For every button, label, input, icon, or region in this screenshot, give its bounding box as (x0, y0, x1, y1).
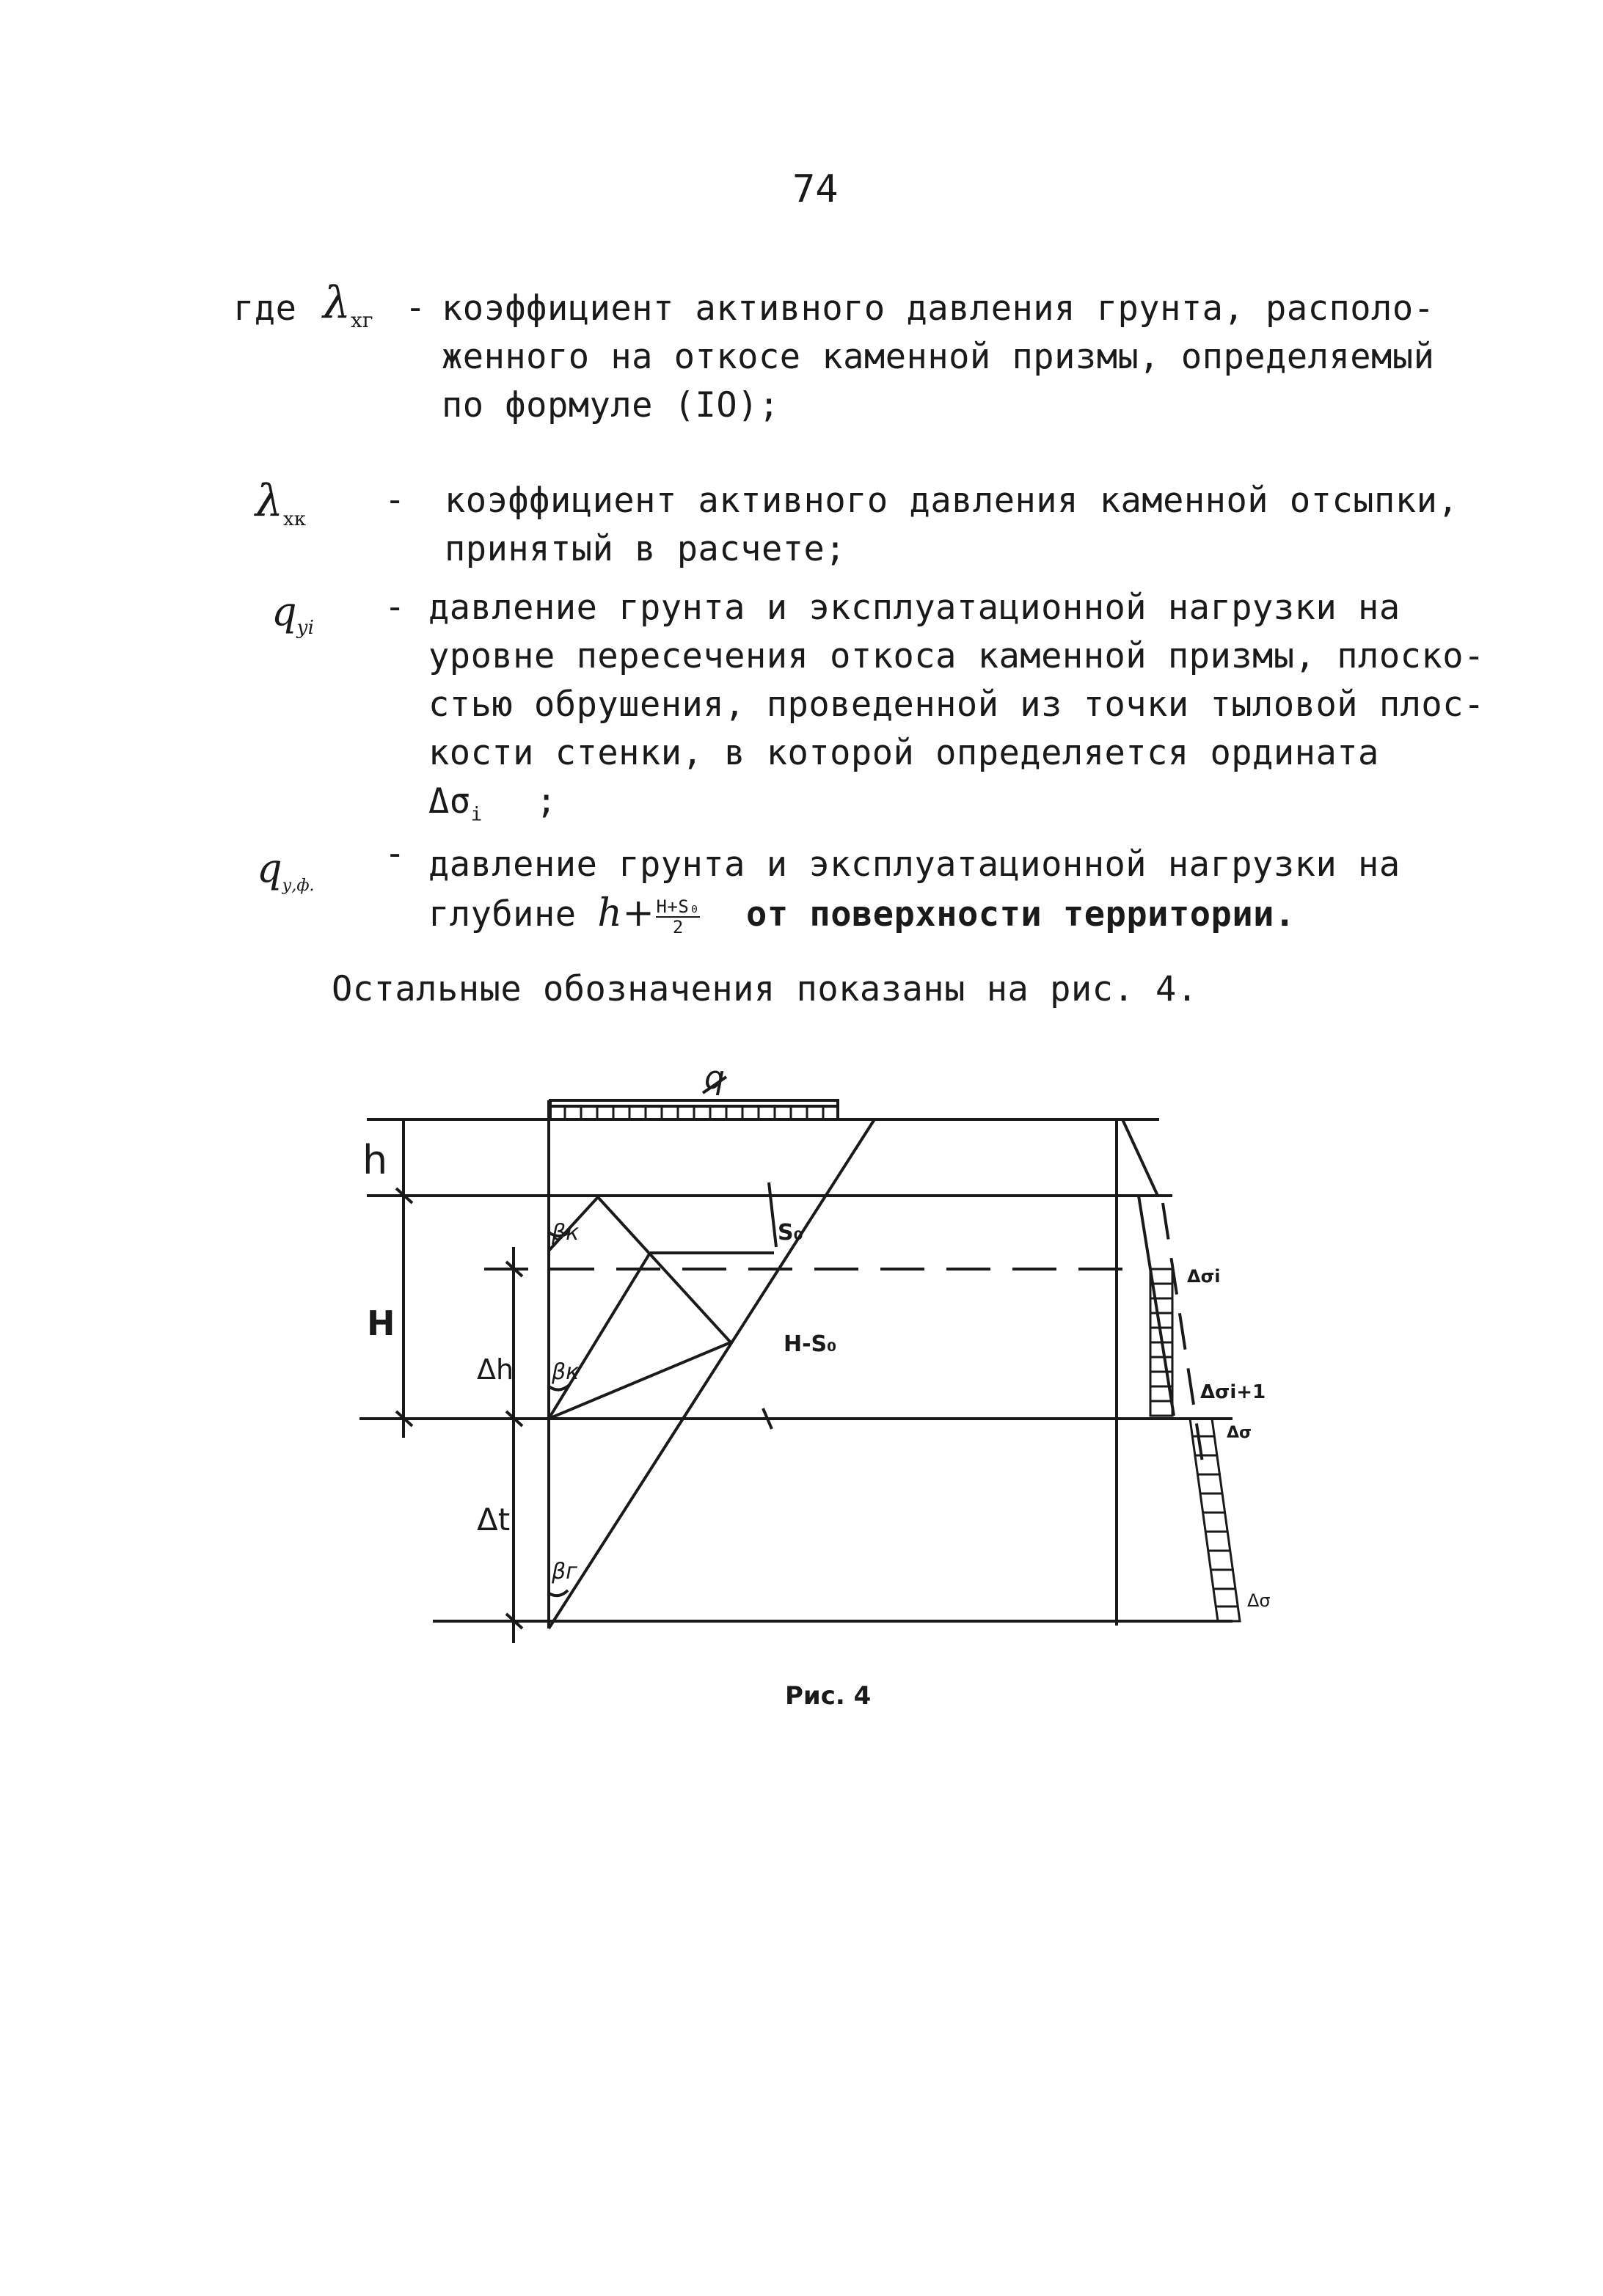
label-delta-sigma-i1: Δσi+1 (1200, 1381, 1266, 1403)
definition-3-line: $\Delta\sigma_i$ ; (428, 781, 558, 826)
figure-caption: Рис. 4 (785, 1681, 872, 1711)
label-s0: S₀ (778, 1220, 803, 1246)
label-dh: Δh (477, 1353, 514, 1386)
formula-h: h+ (597, 891, 655, 935)
label-dt: Δt (477, 1502, 511, 1538)
s0-tick (769, 1182, 776, 1247)
label-beta-k-2: βк (552, 1359, 580, 1385)
label-h-minus-s0: H-S₀ (784, 1331, 837, 1357)
definition-1-line: женного на откосе каменной призмы, определяемый (442, 337, 1435, 377)
intro-word: где (233, 288, 297, 329)
definition-4-line-formula: глубине h+ $\frac{\text{H+S₀}}{2}$ от поверхности территории. (428, 891, 1296, 937)
definition-dash-3: - (384, 587, 406, 627)
definition-symbol-4: $q_{у,ф.}$ (257, 845, 315, 895)
definition-symbol-1: $\lambda_{хг}$ (323, 277, 373, 332)
dashed-slope-line (1163, 1203, 1203, 1467)
definition-2-line: коэффициент активного давления каменной отсыпки, (445, 480, 1459, 521)
label-h: h (362, 1137, 388, 1183)
definition-3-line: давление грунта и эксплуатационной нагрузки на (428, 588, 1401, 628)
page-number: 74 (792, 167, 839, 211)
delta-sigma-symbol: Δσ (428, 781, 471, 822)
label-H: H (367, 1304, 395, 1343)
definition-4-line: давление грунта и эксплуатационной нагрузки на (428, 844, 1401, 885)
label-beta-k-1: βк (552, 1220, 580, 1246)
definition-dash-4: - (384, 833, 406, 874)
right-slope-top (1122, 1119, 1158, 1196)
definition-3-line: стью обрушения, проведенной из точки тыловой плос- (428, 684, 1485, 725)
label-delta-sigma-a: Δσ (1227, 1424, 1252, 1442)
formula-fraction: $\frac{\text{H+S₀}}{2}$ (656, 896, 701, 937)
note-text: Остальные обозначения показаны на рис. 4. (332, 969, 1198, 1009)
angle-arc-br (549, 1590, 568, 1595)
label-delta-sigma-i: Δσi (1187, 1266, 1221, 1287)
definition-symbol-2: $\lambda_{хк}$ (255, 475, 306, 530)
definition-1-line: коэффициент активного давления грунта, располо- (442, 288, 1435, 329)
load-hatch (565, 1106, 823, 1119)
pressure-diagram-left (1139, 1196, 1174, 1416)
definition-1-line: по формуле (IO); (442, 385, 780, 425)
label-q: q (704, 1059, 725, 1097)
label-beta-g: βг (552, 1559, 577, 1584)
prism-inner-line (549, 1253, 650, 1419)
pressure-hatching-lower (1190, 1419, 1240, 1621)
definition-dash-2: - (384, 480, 406, 520)
definition-3-line: кости стенки, в которой определяется ордината (428, 733, 1379, 773)
definition-symbol-3: $q_{уi}$ (271, 588, 314, 639)
definition-2-line: принятый в расчете; (445, 529, 847, 569)
definition-3-line: уровне пересечения откоса каменной призмы, плоско- (428, 636, 1485, 676)
label-delta-sigma-b: Δσ (1247, 1590, 1271, 1611)
definition-dash-1: - (405, 288, 426, 328)
